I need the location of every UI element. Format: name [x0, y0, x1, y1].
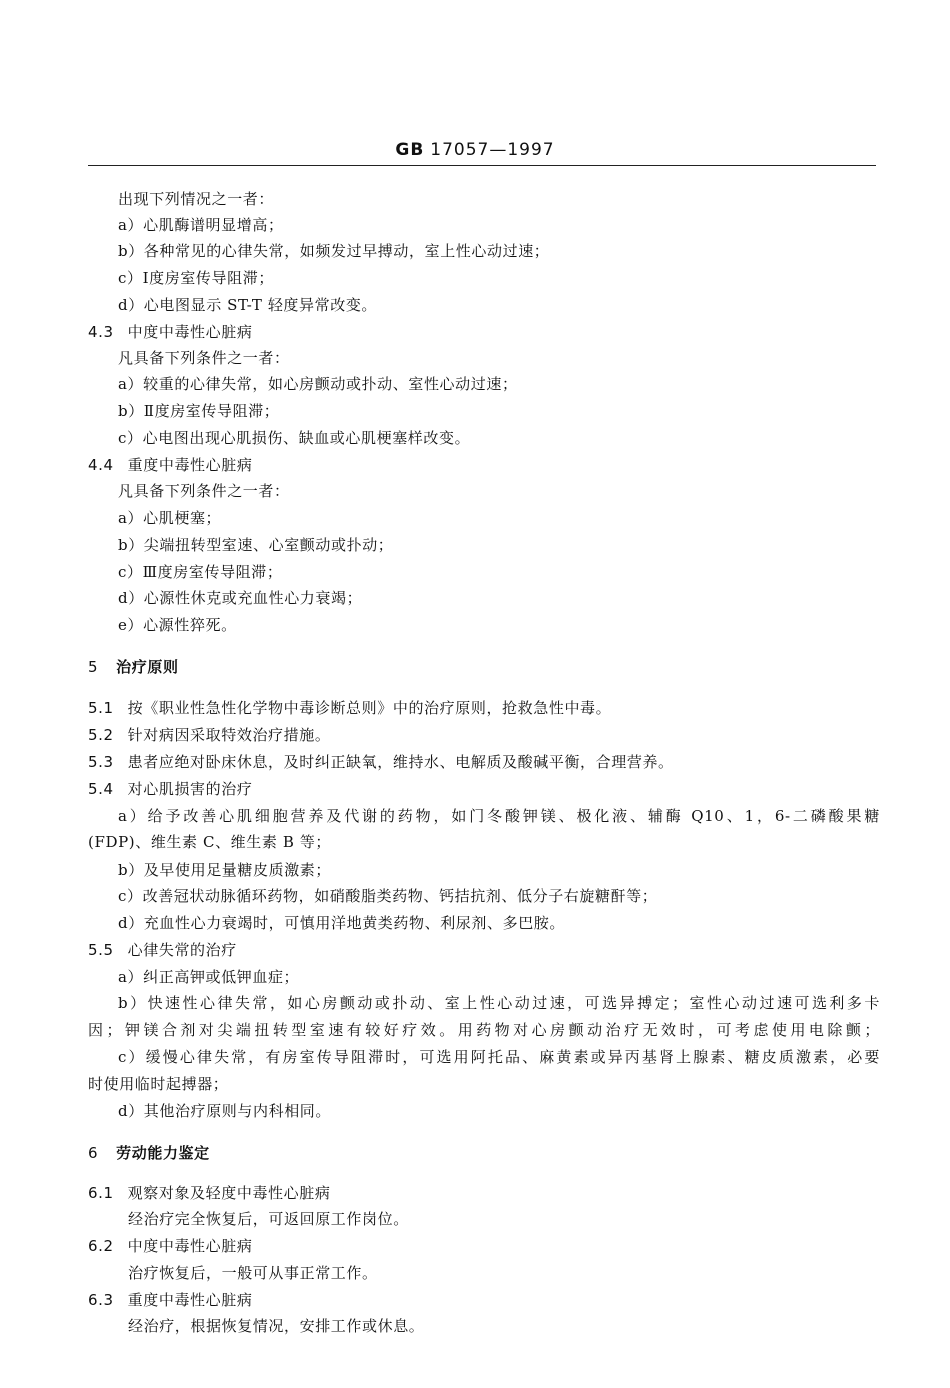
section-heading-4-3	[88, 322, 252, 342]
paragraph-line: 治疗恢复后，一般可从事正常工作。	[128, 1264, 378, 1282]
list-item-continuation: (FDP)、维生素 C、维生素 B 等；	[88, 833, 332, 851]
section-title: 中度中毒性心脏病	[127, 1237, 253, 1255]
standard-code: 17057—1997	[430, 140, 555, 160]
section-number: 4.4	[88, 456, 114, 474]
list-item: b）及早使用足量糖皮质激素；	[118, 861, 332, 879]
section-heading-6-2	[88, 1236, 252, 1256]
section-title: 观察对象及轻度中毒性心脏病	[127, 1184, 331, 1202]
section-heading-5-4	[88, 779, 252, 799]
clause-text: 患者应绝对卧床休息，及时纠正缺氧，维持水、电解质及酸碱平衡，合理营养。	[127, 753, 674, 771]
section-heading-4-4	[88, 455, 252, 475]
list-item: d）心源性休克或充血性心力衰竭；	[118, 589, 363, 607]
list-item: c）改善冠状动脉循环药物，如硝酸脂类药物、钙拮抗剂、低分子右旋糖酐等；	[118, 887, 658, 905]
list-item: a）心肌梗塞；	[118, 509, 222, 527]
standard-prefix: GB	[395, 140, 425, 160]
section-title: 重度中毒性心脏病	[127, 1291, 253, 1309]
paragraph-line: 经治疗，根据恢复情况，安排工作或休息。	[128, 1317, 425, 1335]
section-title: 心律失常的治疗	[127, 941, 237, 959]
section-heading-6-3	[88, 1290, 252, 1310]
clause-text: 按《职业性急性化学物中毒诊断总则》中的治疗原则，抢救急性中毒。	[127, 699, 612, 717]
section-number: 5.3	[88, 753, 114, 771]
clause-5-3	[88, 752, 674, 772]
list-item: d）其他治疗原则与内科相同。	[118, 1102, 332, 1120]
list-item: a）较重的心律失常，如心房颤动或扑动、室性心动过速；	[118, 375, 518, 393]
chapter-heading-5	[88, 657, 179, 677]
section-number: 5.2	[88, 726, 114, 744]
section-number: 5.5	[88, 941, 114, 959]
paragraph-line: 出现下列情况之一者：	[118, 190, 275, 208]
list-item: a）纠正高钾或低钾血症；	[118, 968, 300, 986]
list-item: c）Ⅲ度房室传导阻滞；	[118, 563, 283, 581]
section-number: 4.3	[88, 323, 114, 341]
list-item: a）心肌酶谱明显增高；	[118, 216, 284, 234]
paragraph-line: 凡具备下列条件之一者：	[118, 349, 290, 367]
section-title: 重度中毒性心脏病	[127, 456, 253, 474]
section-number: 5.4	[88, 780, 114, 798]
section-number: 6.2	[88, 1237, 114, 1255]
standard-header	[0, 140, 950, 160]
section-number: 6.1	[88, 1184, 114, 1202]
header-rule	[88, 165, 876, 166]
list-item: c）Ⅰ度房室传导阻滞；	[118, 269, 274, 287]
section-number: 6.3	[88, 1291, 114, 1309]
paragraph-line: 经治疗完全恢复后，可返回原工作岗位。	[128, 1210, 409, 1228]
section-title: 中度中毒性心脏病	[127, 323, 253, 341]
paragraph-line: 凡具备下列条件之一者：	[118, 482, 290, 500]
clause-text: 针对病因采取特效治疗措施。	[127, 726, 331, 744]
chapter-number: 6	[88, 1144, 99, 1162]
list-item-continuation: 因；钾镁合剂对尖端扭转型室速有较好疗效。用药物对心房颤动治疗无效时，可考虑使用电除颤；	[88, 1021, 880, 1039]
chapter-title: 劳动能力鉴定	[116, 1144, 210, 1162]
section-title: 对心肌损害的治疗	[127, 780, 253, 798]
list-item: b）Ⅱ度房室传导阻滞；	[118, 402, 280, 420]
clause-5-2	[88, 725, 330, 745]
list-item: a）给予改善心肌细胞营养及代谢的药物，如门冬酸钾镁、极化液、辅酶 Q10、1，6-二磷酸果糖	[118, 807, 880, 825]
list-item: e）心源性猝死。	[118, 616, 237, 634]
chapter-heading-6	[88, 1143, 210, 1163]
section-heading-5-5	[88, 940, 237, 960]
list-item: b）尖端扭转型室速、心室颤动或扑动；	[118, 536, 394, 554]
list-item: c）缓慢心律失常，有房室传导阻滞时，可选用阿托品、麻黄素或异丙基肾上腺素、糖皮质激素，必要	[118, 1048, 880, 1066]
clause-5-1	[88, 698, 611, 718]
chapter-title: 治疗原则	[116, 658, 179, 676]
section-number: 5.1	[88, 699, 114, 717]
list-item: d）充血性心力衰竭时，可慎用洋地黄类药物、利尿剂、多巴胺。	[118, 914, 566, 932]
list-item: b）快速性心律失常，如心房颤动或扑动、室上性心动过速，可选异搏定；室性心动过速可选利多卡	[118, 994, 880, 1012]
list-item: c）心电图出现心肌损伤、缺血或心肌梗塞样改变。	[118, 429, 471, 447]
section-heading-6-1	[88, 1183, 330, 1203]
chapter-number: 5	[88, 658, 99, 676]
list-item: b）各种常见的心律失常，如频发过早搏动，室上性心动过速；	[118, 242, 550, 260]
list-item-continuation: 时使用临时起搏器；	[88, 1075, 229, 1093]
list-item: d）心电图显示 ST-T 轻度异常改变。	[118, 296, 378, 314]
